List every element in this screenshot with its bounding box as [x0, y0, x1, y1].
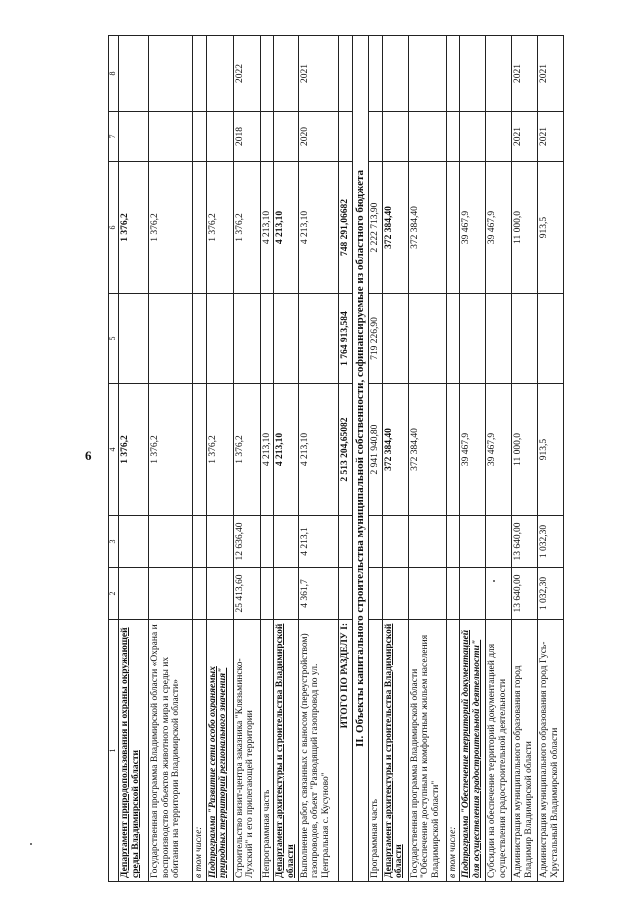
- value-cell-col8: 2021: [298, 36, 338, 112]
- value-cell-col4: 4 213,10: [274, 384, 298, 516]
- value-cell-col2: [149, 568, 193, 620]
- value-cell-col6: 4 213,10: [274, 162, 298, 294]
- value-cell-col5: [446, 294, 460, 384]
- value-cell-col4: 39 467,9: [460, 384, 486, 516]
- value-cell-col7: 2021: [538, 112, 564, 162]
- value-cell-col7: [206, 112, 233, 162]
- value-cell-col4: 2 941 940,80: [368, 384, 382, 516]
- value-cell-col2: 1 032,30: [538, 568, 564, 620]
- column-number-row: [109, 36, 119, 882]
- column-number: 7: [109, 112, 119, 162]
- value-cell-col6: 913,5: [538, 162, 564, 294]
- value-cell-col7: [149, 112, 193, 162]
- value-cell-col6: 372 384,40: [408, 162, 446, 294]
- value-cell-col8: [446, 36, 460, 112]
- scan-speck: [493, 580, 495, 582]
- value-cell-col3: [119, 516, 149, 568]
- value-cell-col3: [260, 516, 274, 568]
- value-cell-col7: [193, 112, 207, 162]
- row-name-cell: Подпрограмма "Обеспечение территорий документацией для осуществления градостроительной деятельности": [460, 620, 486, 882]
- table-body: [109, 36, 564, 882]
- table-row: [149, 36, 193, 882]
- value-cell-col7: 2020: [298, 112, 338, 162]
- value-cell-col5: [274, 294, 298, 384]
- value-cell-col8: [260, 36, 274, 112]
- column-number: 3: [109, 516, 119, 568]
- table-row: [368, 36, 382, 882]
- value-cell-col4: 372 384,40: [408, 384, 446, 516]
- value-cell-col4: 1 376,2: [149, 384, 193, 516]
- page-number: 6: [85, 448, 92, 463]
- value-cell-col5: [298, 294, 338, 384]
- table-row: [233, 36, 260, 882]
- section-heading: II. Объекты капитального строительства муниципальной собственности, софинансируемые из областного бюджета: [352, 36, 368, 882]
- value-cell-col7: [460, 112, 486, 162]
- capital-construction-table: [108, 35, 564, 882]
- value-cell-col6: 1 376,2: [119, 162, 149, 294]
- table-row: [352, 36, 368, 882]
- value-cell-col4: 1 376,2: [233, 384, 260, 516]
- value-cell-col6: 39 467,9: [460, 162, 486, 294]
- value-cell-col6: 372 384,40: [382, 162, 408, 294]
- table-row: [298, 36, 338, 882]
- value-cell-col4: 4 213,10: [260, 384, 274, 516]
- value-cell-col3: [408, 516, 446, 568]
- value-cell-col7: [408, 112, 446, 162]
- value-cell-col2: [368, 568, 382, 620]
- value-cell-col2: [382, 568, 408, 620]
- value-cell-col6: 2 222 713,90: [368, 162, 382, 294]
- value-cell-col8: [338, 36, 352, 112]
- scan-speck: [30, 843, 32, 845]
- row-name-cell: Субсидии на обеспечение территорий документацией для осуществления градостроительной деятельности: [486, 620, 512, 882]
- value-cell-col8: [486, 36, 512, 112]
- value-cell-col5: 1 764 913,584: [338, 294, 352, 384]
- value-cell-col6: 4 213,10: [298, 162, 338, 294]
- value-cell-col4: 11 000,0: [512, 384, 538, 516]
- value-cell-col7: [486, 112, 512, 162]
- value-cell-col4: 372 384,40: [382, 384, 408, 516]
- value-cell-col2: [486, 568, 512, 620]
- value-cell-col3: [338, 516, 352, 568]
- value-cell-col3: 13 640,00: [512, 516, 538, 568]
- row-name-cell: Департамент архитектуры и строительства Владимирской области: [382, 620, 408, 882]
- row-name-cell: Непрограммная часть: [260, 620, 274, 882]
- value-cell-col8: 2021: [538, 36, 564, 112]
- rotated-page: [108, 36, 560, 882]
- value-cell-col5: [149, 294, 193, 384]
- value-cell-col3: [382, 516, 408, 568]
- value-cell-col2: 25 413,60: [233, 568, 260, 620]
- value-cell-col7: [368, 112, 382, 162]
- value-cell-col3: [193, 516, 207, 568]
- value-cell-col6: 4 213,10: [260, 162, 274, 294]
- value-cell-col2: [408, 568, 446, 620]
- value-cell-col4: 4 213,10: [298, 384, 338, 516]
- value-cell-col8: [149, 36, 193, 112]
- table-row: [512, 36, 538, 882]
- row-name-cell: ИТОГО ПО РАЗДЕЛУ I:: [338, 620, 352, 882]
- value-cell-col7: [338, 112, 352, 162]
- value-cell-col5: [206, 294, 233, 384]
- value-cell-col4: [193, 384, 207, 516]
- value-cell-col8: [460, 36, 486, 112]
- value-cell-col6: 1 376,2: [149, 162, 193, 294]
- table-row: [119, 36, 149, 882]
- value-cell-col3: [460, 516, 486, 568]
- table-row: [460, 36, 486, 882]
- value-cell-col6: [446, 162, 460, 294]
- value-cell-col3: 12 636,40: [233, 516, 260, 568]
- document-table-area: [108, 36, 560, 882]
- value-cell-col5: [486, 294, 512, 384]
- value-cell-col2: [274, 568, 298, 620]
- table-row: [538, 36, 564, 882]
- column-number: 6: [109, 162, 119, 294]
- row-name-cell: Администрация муниципального образования город Гусь-Хрустальный Владимирской области: [538, 620, 564, 882]
- table-row: [274, 36, 298, 882]
- value-cell-col5: [460, 294, 486, 384]
- table-row: [408, 36, 446, 882]
- column-number: 8: [109, 36, 119, 112]
- value-cell-col3: 1 032,30: [538, 516, 564, 568]
- value-cell-col7: [382, 112, 408, 162]
- value-cell-col4: 2 513 204,65082: [338, 384, 352, 516]
- value-cell-col2: [260, 568, 274, 620]
- value-cell-col4: 39 467,9: [486, 384, 512, 516]
- value-cell-col7: [274, 112, 298, 162]
- value-cell-col3: 4 213,1: [298, 516, 338, 568]
- value-cell-col5: [538, 294, 564, 384]
- value-cell-col5: [233, 294, 260, 384]
- value-cell-col5: 719 226,90: [368, 294, 382, 384]
- row-name-cell: Выполнение работ, связанных с выносом (переустройством) газопроводов, объект "Разводящий газопровод по ул. Центральная с. Кусуново": [298, 620, 338, 882]
- value-cell-col7: [119, 112, 149, 162]
- column-number: 2: [109, 568, 119, 620]
- value-cell-col2: [193, 568, 207, 620]
- value-cell-col2: [460, 568, 486, 620]
- value-cell-col7: [446, 112, 460, 162]
- value-cell-col6: 39 467,9: [486, 162, 512, 294]
- value-cell-col6: 11 000,0: [512, 162, 538, 294]
- row-name-cell: Государственная программа Владимирской области «Охрана и воспроизводство объектов животного мира и среды их обитания на территории Владимирской области»: [149, 620, 193, 882]
- row-name-cell: Администрация муниципального образования город Владимир Владимирской области: [512, 620, 538, 882]
- row-name-cell: Строительство визит-центра заказника "Клязьминско-Лухский" и его прилегающей территории: [233, 620, 260, 882]
- value-cell-col3: [206, 516, 233, 568]
- value-cell-col6: 1 376,2: [206, 162, 233, 294]
- value-cell-col4: 913,5: [538, 384, 564, 516]
- value-cell-col3: [274, 516, 298, 568]
- table-row: [446, 36, 460, 882]
- column-number: 4: [109, 384, 119, 516]
- value-cell-col3: [368, 516, 382, 568]
- value-cell-col5: [260, 294, 274, 384]
- table-row: [382, 36, 408, 882]
- value-cell-col2: [119, 568, 149, 620]
- table-row: [486, 36, 512, 882]
- value-cell-col8: [274, 36, 298, 112]
- value-cell-col4: [446, 384, 460, 516]
- row-name-cell: Департамент природопользования и охраны окружающей среды Владимирской области: [119, 620, 149, 882]
- column-number: 5: [109, 294, 119, 384]
- value-cell-col2: 13 640,00: [512, 568, 538, 620]
- table-row: [338, 36, 352, 882]
- value-cell-col7: 2021: [512, 112, 538, 162]
- row-name-cell: в том числе:: [446, 620, 460, 882]
- column-number: 1: [109, 620, 119, 882]
- table-row: [206, 36, 233, 882]
- row-name-cell: Подпрограмма "Развитие сети особо охраняемых природных территорий регионального значения": [206, 620, 233, 882]
- value-cell-col5: [382, 294, 408, 384]
- value-cell-col4: 1 376,2: [206, 384, 233, 516]
- value-cell-col8: [408, 36, 446, 112]
- row-name-cell: Государственная программа Владимирской области "Обеспечение доступным и комфортным жильем населения Владимирской области": [408, 620, 446, 882]
- value-cell-col6: [193, 162, 207, 294]
- value-cell-col5: [119, 294, 149, 384]
- value-cell-col4: 1 376,2: [119, 384, 149, 516]
- table-row: [193, 36, 207, 882]
- value-cell-col7: [260, 112, 274, 162]
- value-cell-col3: [149, 516, 193, 568]
- value-cell-col8: 2022: [233, 36, 260, 112]
- value-cell-col2: [338, 568, 352, 620]
- value-cell-col5: [408, 294, 446, 384]
- value-cell-col5: [193, 294, 207, 384]
- value-cell-col2: [446, 568, 460, 620]
- value-cell-col8: [193, 36, 207, 112]
- row-name-cell: Департамент архитектуры и строительства Владимирской области: [274, 620, 298, 882]
- table-row: [260, 36, 274, 882]
- value-cell-col6: 748 291,06682: [338, 162, 352, 294]
- value-cell-col8: [382, 36, 408, 112]
- row-name-cell: Программная часть: [368, 620, 382, 882]
- row-name-cell: в том числе:: [193, 620, 207, 882]
- value-cell-col7: 2018: [233, 112, 260, 162]
- value-cell-col3: [486, 516, 512, 568]
- value-cell-col6: 1 376,2: [233, 162, 260, 294]
- value-cell-col8: [119, 36, 149, 112]
- value-cell-col8: [368, 36, 382, 112]
- value-cell-col2: 4 361,7: [298, 568, 338, 620]
- value-cell-col8: 2021: [512, 36, 538, 112]
- value-cell-col2: [206, 568, 233, 620]
- value-cell-col8: [206, 36, 233, 112]
- value-cell-col5: [512, 294, 538, 384]
- value-cell-col3: [446, 516, 460, 568]
